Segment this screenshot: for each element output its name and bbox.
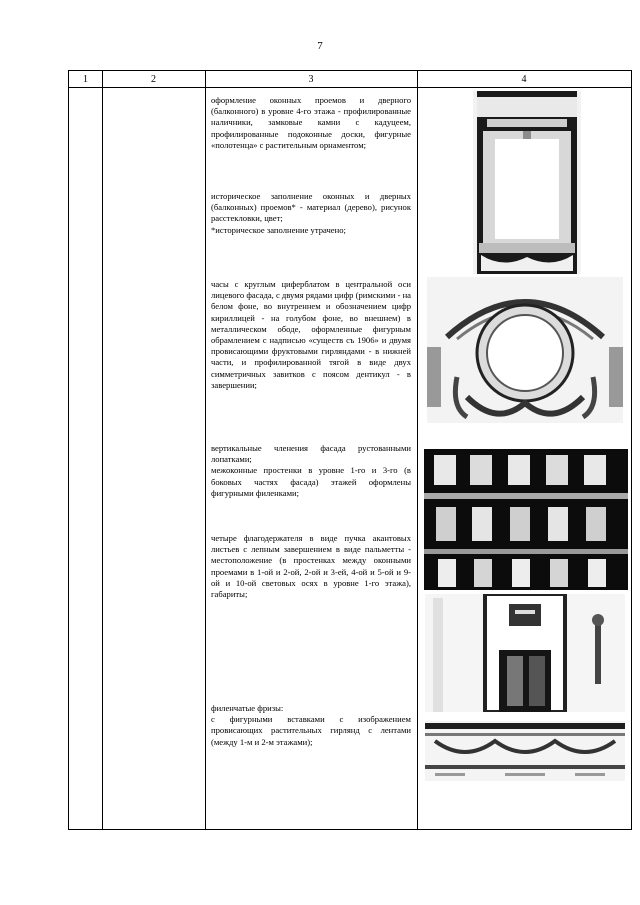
header-cell-2: 2: [151, 74, 156, 85]
photo-garland-frieze: [425, 721, 625, 781]
header-cell-4: 4: [521, 74, 527, 85]
header-cell-1: 1: [83, 74, 88, 85]
column-divider-3: [417, 71, 418, 829]
photo-clock-cartouche: [427, 277, 623, 423]
description-window-filling: историческое заполнение оконных и дверных (балконных) проемов* - материал (дерево), рисунок расстекловки, цвет; *историческое заполнение утрачено;: [211, 191, 411, 235]
column-divider-2: [205, 71, 206, 829]
description-pilasters: вертикальные членения фасада рустованными лопатками; межоконные простенки в уровне 1-го и 3-го (в боковых частях фасада) этажей оформлены фигурными филенками;: [211, 443, 411, 498]
description-window-decor: оформление оконных проемов и дверного (балконного) в уровне 4-го этажа - профилированные наличники, замковые камни с кадуцеем, профилированные подоконные доски, фигурные «полотенца» с растительным орнаментом;: [211, 95, 411, 150]
photo-window-architrave: [473, 91, 581, 274]
description-flag-holders: четыре флагодержателя в виде пучка акантовых листьев с лепным завершением в виде пальметты - местоположение (в простенках между оконными проемами в 1-ой и 2-ой, 2-ой и 3-ей, 4-ой и 5-ой и 9-ой и 10-ой световых осях в уровне 1-го этажа), габариты;: [211, 533, 411, 600]
monument-table: [68, 70, 632, 830]
description-clock: часы с круглым циферблатом в центральной оси лицевого фасада, с двумя рядами цифр (римскими - на белом фоне, во внутреннем и обозначением цифр кириллицей - на голубом фоне, во внешнем) в металлическом ободе, оформленные фигурным обрамлением с надписью «существ съ 1906» и двумя провисающими фруктовыми гирляндами - в нижней части, и профилированной тягой в виде двух симметричных завитков с поясом дентикул - в завершении;: [211, 279, 412, 390]
photo-flag-holder-door: [425, 594, 625, 712]
header-cell-3: 3: [308, 74, 314, 85]
description-friezes: филенчатые фризы: с фигурными вставками с изображением провисающих растительных гирлянд с лентами (между 1-м и 2-м этажами);: [211, 703, 411, 747]
header-divider: [69, 87, 631, 88]
photo-facade-pilasters: [424, 449, 628, 590]
column-divider-1: [102, 71, 103, 829]
page-number: 7: [317, 40, 323, 52]
